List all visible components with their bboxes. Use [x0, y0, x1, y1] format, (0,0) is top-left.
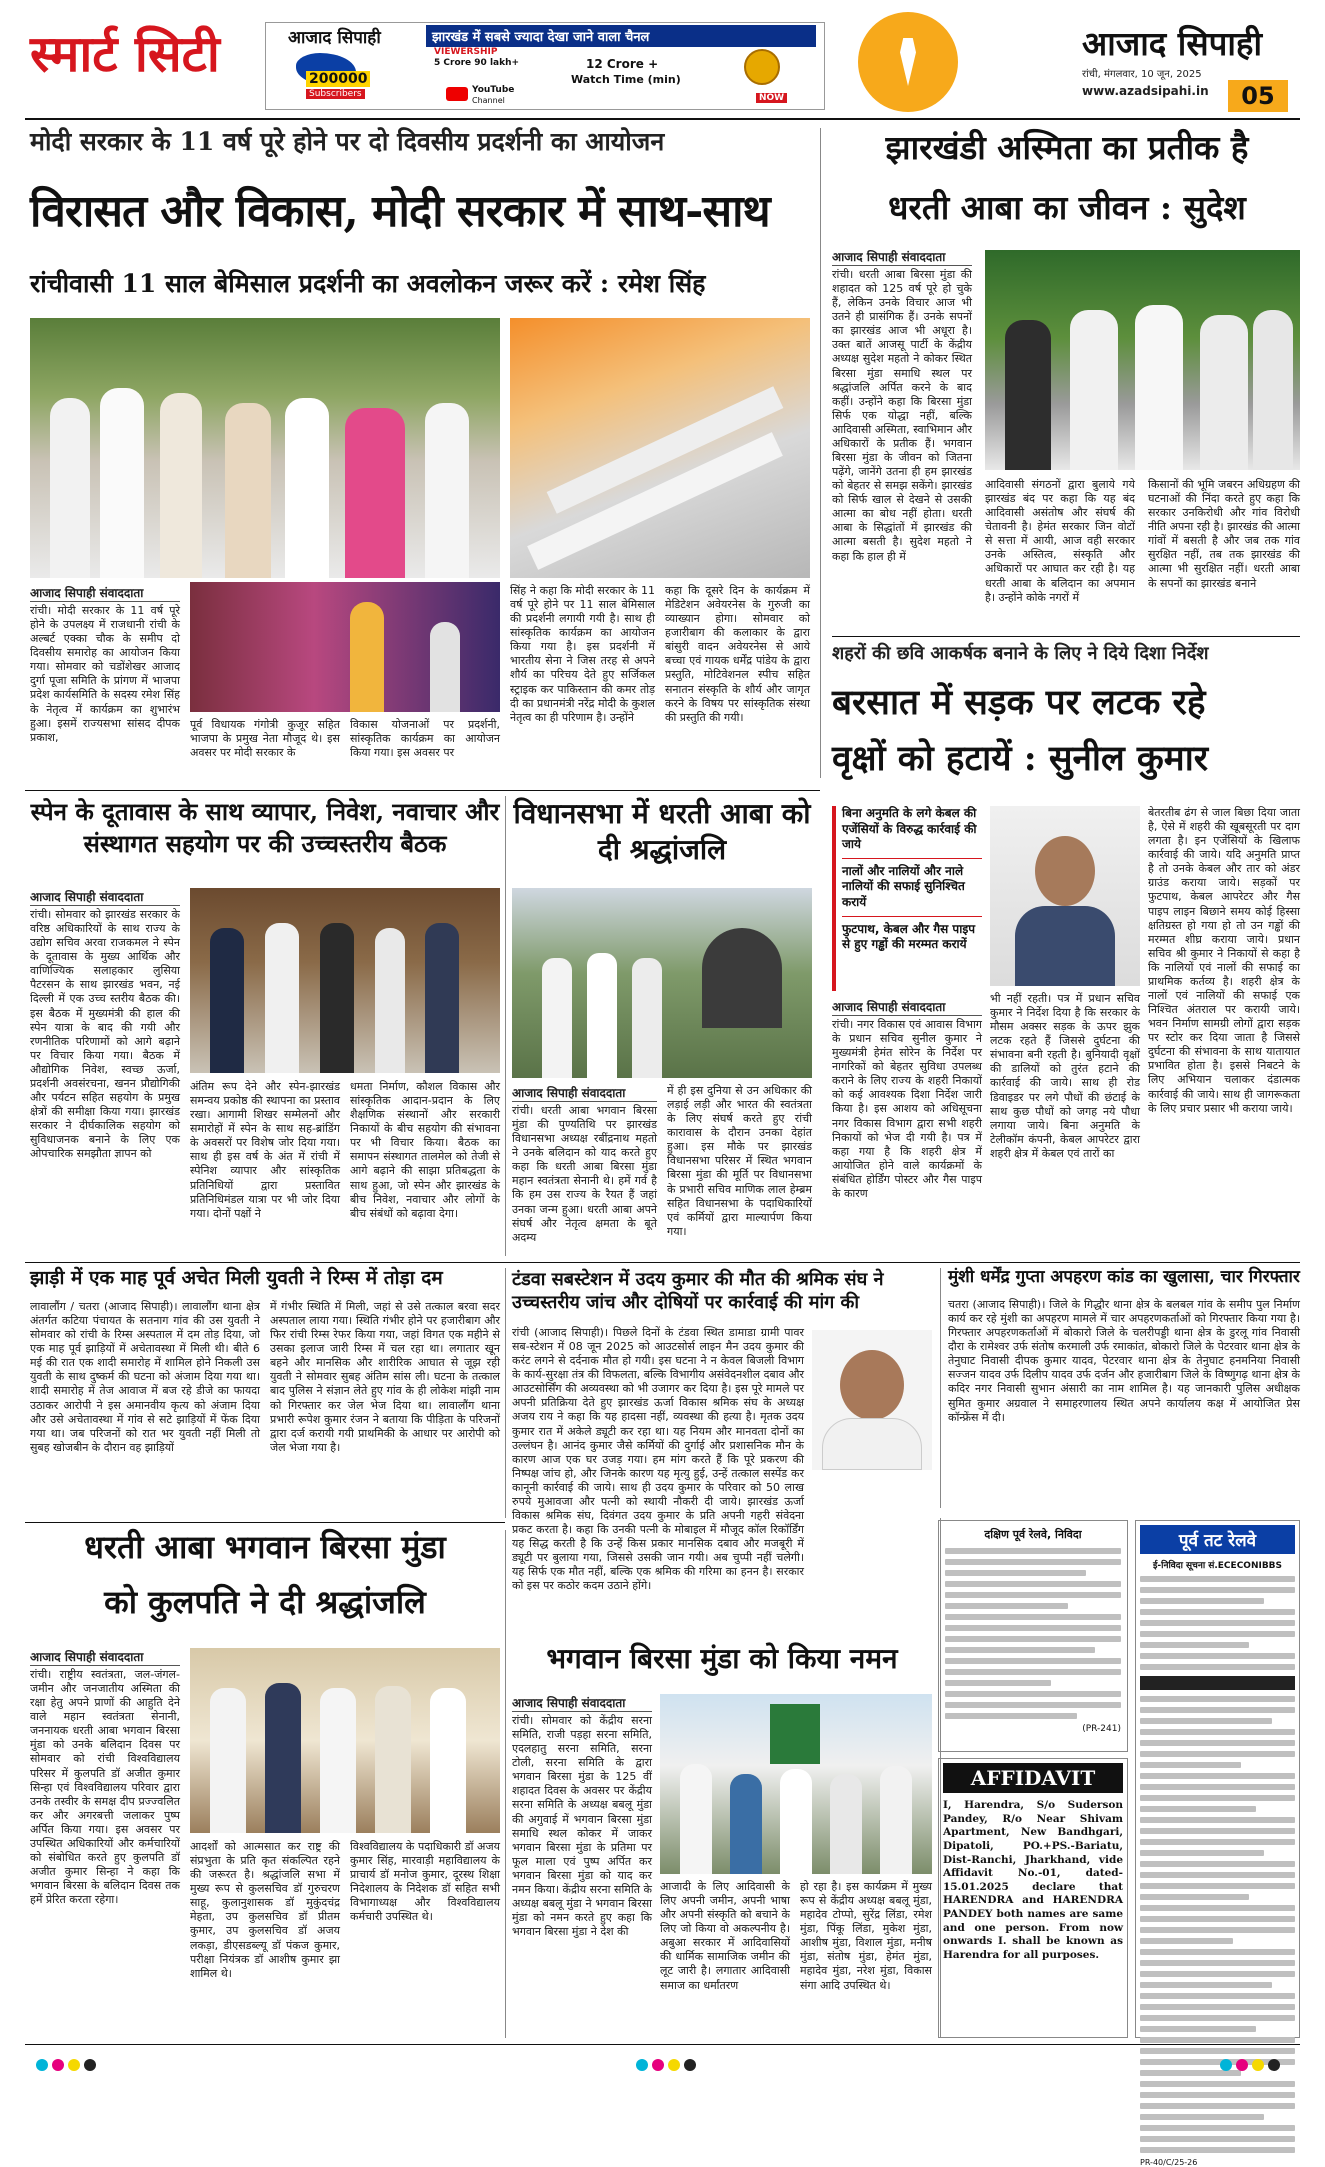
birsa-headline: भगवान बिरसा मुंडा को किया नमन	[546, 1642, 898, 1675]
birsa-col3: हो रहा है। इस कार्यक्रम में मुख्य रूप से केंद्रीय अध्यक्ष बबलू मुंडा, महादेव टोप्पो, सुरेंद्र लिंडा, रमेश मुंडा, पिंकू लिंडा, मुकेश मुंडा, आशीष मुंडा, विशाल मुंडा, मनीष मुंडा, संतोष मुंडा, हेमंत मुंडा, महादेव मुंडा, नरेश मुंडा, विकास संगा आदि उपस्थित थे।	[800, 1880, 932, 1992]
trees-col2: भी नहीं रहती। पत्र में प्रधान सचिव कुमार ने निर्देश दिया है कि सरकार के मौसम अक्सर सड़क के ऊपर झुक लटक रहते हैं जिससे दुर्घटना की संभावना बनी रहती है। बुनियादी वृक्षों की डालियों को तुरंत हटाने की कार्रवाई की जाये। साथ ही रोड डिवाइडर पर लगे पौधों की छंटाई के साथ कुछ पौधों को जगह नये पौधा लगाया जाये। बिना अनुमति के टेलीकॉम कंपनी, केबल आपरेटर द्वारा शहरी क्षेत्र में केबल एवं तारों का	[990, 992, 1140, 1160]
spain-col1: रांची। सोमवार को झारखंड सरकार के वरिष्ठ अधिकारियों के साथ राज्य के उद्योग सचिव अरवा राजकमल ने स्पेन के दूतावास के मुख्य आर्थिक और वाणिज्यिक सलाहकार लुसिया पैटरसन के साथ झारखंड भवन, नई दिल्ली में एक उच्च स्तरीय बैठक की। इस बैठक में मुख्यमंत्री की हाल की स्पेन यात्रा के बाद की गयी और रणनीतिक परिणामों को आगे बढ़ाने पर विचार किया गया। बैठक में औद्योगिक निवेश, स्वच्छ ऊर्जा, प्रदर्शनी अवसंरचना, खनन प्रौद्योगिकी और पर्यटन सहित सहयोग के प्रमुख क्षेत्रों की समीक्षा किया गया। झारखंड सरकार ने दीर्घकालिक सहयोग को सुविधाजनक बनाने के लिए एक ओपचारिक समझौता ज्ञापन को	[30, 908, 180, 1161]
vidhansabha-col1: रांची। धरती आबा भगवान बिरसा मुंडा की पुण्यतिथि पर झारखंड विधानसभा अध्यक्ष रबींद्रनाथ महतो ने उनके बलिदान को याद करते हुए कहा कि धरती आबा बिरसा मुंडा महान स्वतंत्रता सेनानी थे। हमें गर्व है कि हम उस राज्य के रैयत हैं जहां उनका जन्म हुआ। धरती आबा अपने संघर्ष और नेतृत्व क्षमता के बूते अदम्य	[512, 1104, 657, 1244]
vidhansabha-byline: आजाद सिपाही संवाददाता	[512, 1084, 657, 1102]
lead-byline: आजाद सिपाही संवाददाता	[30, 584, 180, 602]
vidhansabha-photo	[512, 888, 812, 1078]
sudesh-col1: रांची। धरती आबा बिरसा मुंडा की शहादत को 125 वर्ष पूरे हो चुके हैं, लेकिन उनके विचार आज भी उतने ही प्रासंगिक हैं। उनके सपनों का झारखंड आज भी अधूरा है। उक्त बातें आजसू पार्टी के केंद्रीय अध्यक्ष सुदेश महतो ने कोकर स्थित बिरसा मुंडा समाधि स्थल पर श्रद्धांजलि अर्पित करने के बाद कहीं। उन्होंने कहा कि बिरसा मुंडा सिर्फ एक योद्धा नहीं, बल्कि आदिवासी अस्मिता, स्वाभिमान और अधिकारों के प्रतीक हैं। भगवान बिरसा मुंडा के जीवन को जितना पढ़ेंगे, जानेंगे उतना ही हम झारखंड को बेहतर से समझ सकेंगे। झारखंड को सिर्फ खाल से देखने से उसकी आत्मा का बोध नहीं होता। धरती आबा के सिद्धांतों में झारखंड की आत्मा बसती है। सुदेश महतो ने कहा कि हाल ही में	[832, 268, 972, 563]
birsa-col2: आजादी के लिए आदिवासी के लिए अपनी जमीन, अपनी भाषा और अपनी संस्कृति को बचाने के लिए जो किया वो अकल्पनीय है। अबुआ सरकार में आदिवासियों की धार्मिक सामाजिक जमीन की लूट जारी है। लगातार आदिवासी समाज का धर्मांतरण	[660, 1880, 790, 1992]
trees-byline: आजाद सिपाही संवाददाता	[832, 998, 982, 1016]
website[interactable]: www.azadsipahi.in	[1082, 84, 1209, 98]
tandwa-photo	[812, 1330, 932, 1470]
affidavit-notice[interactable]	[938, 1758, 1128, 2038]
vc-col3: विश्वविद्यालय के पदाधिकारी डॉ अजय कुमार सिंह, मारवाड़ी महाविद्यालय के प्राचार्य डॉ मनोज कुमार, दूरस्थ शिक्षा निदेशालय के निदेशक डॉ सहित सभी विभागाध्यक्ष और विश्वविद्यालय कर्मचारी उपस्थित थे।	[350, 1840, 500, 1924]
ad-channel: Channel	[472, 96, 505, 105]
rims-headline: झाड़ी में एक माह पूर्व अचेत मिली युवती ने रिम्स में तोड़ा दम	[30, 1267, 443, 1289]
rims-col2: में गंभीर स्थिति में मिली, जहां से उसे तत्काल बरवा सदर अस्पताल लाया गया। स्थिति गंभीर होने पर हजारीबाग और फिर रांची रिम्स रेफर किया गया, जहां विगत एक महीने से उसका इलाज जारी रिम्स में चल रहा था। लगातार खून बहने और मानसिक और शारीरिक आघात से जूझ रही युवती ने सोमवार सुबह अंतिम सांस ली। घटना के तत्काल बाद पुलिस ने संज्ञान लेते हुए गांव के ही लोकेश मांझी नाम को गिरफ्तार कर जेल भेज दिया था। लावालौंग थाना प्रभारी रूपेश कुमार रंजन ने बताया कि पीड़िता के परिजनों द्वारा दर्ज करायी गयी प्राथमिकी के आधार पर आरोपी को जेल भेजा गया है।	[270, 1300, 500, 1454]
channel-ad[interactable]	[265, 22, 825, 110]
cyan-dot-icon	[636, 2059, 648, 2071]
lead-col4: सिंह ने कहा कि मोदी सरकार के 11 वर्ष पूरे होने पर 11 साल बेमिसाल की प्रदर्शनी लगायी गयी है। साथ ही सांस्कृतिक कार्यक्रम का आयोजन किया गया है। इस प्रदर्शनी में भारतीय सेना ने जिस तरह से अपने शौर्य का परिचय देते हुए सर्जिकल स्ट्राइक कर पाकिस्तान की कमर तोड़ दी का प्रधानमंत्री नरेंद्र मोदी के कुशल नेतृत्व का ही परिणाम है। उन्होंने	[510, 584, 655, 724]
ad-watch-time-label: Watch Time (min)	[571, 73, 681, 86]
vc-col2: आदर्शों को आत्मसात कर राष्ट्र की संप्रभुता के प्रति कृत संकल्पित रहने की जरूरत है। श्रद्धांजलि सभा में मुख्य रूप से कुलसचिव डॉ गुरुचरण साहू, कुलानुशासक डॉ मुकुंदचंद्र मेहता, उप कुलसचिव डॉ प्रीतम कुमार, उप कुलसचिव डॉ अजय लकड़ा, डीएसडब्ल्यू डॉ पंकज कुमार, परीक्षा नियंत्रक डॉ आशीष कुमार झा शामिल थे।	[190, 1840, 340, 1980]
cyan-dot-icon	[1220, 2059, 1232, 2071]
birsa-photo	[660, 1694, 932, 1874]
trees-highlights	[832, 806, 982, 991]
rims-col1: लावालौंग / चतरा (आजाद सिपाही)। लावालौंग थाना क्षेत्र अंतर्गत कटिया पंचायत के सतनाग गांव की उस युवती ने सोमवार को रांची के रिम्स अस्पताल में दम तोड़ दिया, जो एक माह पूर्व झाड़ियों में अचेतावस्था में मिली थी। बीते 6 मई की रात एक शादी समारोह में शामिल होने निकली उस युवती के साथ दुष्कर्म की घटना को अंजाम दिया गया था। शादी समारोह में तेज आवाज में बज रहे डीजे का फायदा उठाकर आरोपी ने इस अमानवीय कृत्य को अंजाम दिया और उसे अचेतावस्था में गांव से सटे झाड़ियों में फेंक दिया गया था। जब परिजनों को रात भर युवती नहीं मिली तो सुबह खोजबीन के दौरान वह झाड़ियों	[30, 1300, 260, 1454]
black-dot-icon	[84, 2059, 96, 2071]
trees-photo	[990, 806, 1140, 986]
lead-col3: विकास योजनाओं पर प्रदर्शनी, सांस्कृतिक कार्यक्रम का आयोजन किया गया। इस अवसर पर	[350, 718, 500, 760]
lead-photo-dance	[190, 582, 500, 712]
ad-subscribers-label: Subscribers	[306, 89, 365, 99]
tandwa-headline: टंडवा सबस्टेशन में उदय कुमार की मौत की श्रमिक संघ ने उच्चस्तरीय जांच और दोषियों पर कार्रवाई की मांग की	[512, 1269, 884, 1314]
trees-col1: रांची। नगर विकास एवं आवास विभाग के प्रधान सचिव सुनील कुमार ने मुख्यमंत्री हेमंत सोरेन के निर्देश पर नागरिकों को बेहतर सुविधा उपलब्ध कराने के लिए राज्य के शहरी निकायों को कई आवश्यक दिशा निर्देश जारी किया है। इस आशय को अधिसूचना नगर विकास विभाग द्वारा सभी शहरी निकायों को भेज दी गयी है। पत्र में कहा गया है कि शहरी क्षेत्र में आयोजित होने वाले कार्यक्रमों के संबंधित होर्डिंग पोस्टर और गैस पाइप के कारण	[832, 1018, 982, 1200]
vidhansabha-col2: में ही इस दुनिया से उन अधिकार की लड़ाई लड़ी और भारत की स्वतंत्रता के लिए संघर्ष करते हुए रांची कारावास के दौरान उनका देहांत हुआ। इस मौके पर झारखंड विधानसभा परिसर में स्थित भगवान बिरसा मुंडा की मूर्ति पर विधानसभा के प्रभारी सचिव माणिक लाल हेम्ब्रम सहित विधानसभा के पदाधिकारियों एवं कर्मियों द्वारा माल्यार्पण किया गया।	[667, 1084, 812, 1238]
ad-brand: आजाद सिपाही	[288, 28, 381, 48]
lead-col2: पूर्व विधायक गंगोत्री कुजूर सहित भाजपा के प्रमुख नेता मौजूद थे। इस अवसर पर मोदी सरकार के	[190, 718, 340, 760]
dateline: रांची, मंगलवार, 10 जून, 2025	[1082, 69, 1202, 80]
magenta-dot-icon	[52, 2059, 64, 2071]
registration-marks-center	[636, 2056, 700, 2075]
sudesh-col2: आदिवासी संगठनों द्वारा बुलाये गये झारखंड बंद पर कहा कि यह बंद आदिवासी असंतोष और संघर्ष की चेतावनी है। हेमंत सरकार जिन वोटों से सत्ता में आयी, आज वही सरकार उनके अस्तित्व, संस्कृति और अधिकारों पर आघात कर रही है। यह धरती आबा के बलिदान का अपमान है। उन्होंने कोके नगरों में	[985, 478, 1135, 604]
million-badge-icon	[744, 49, 780, 85]
railway-tender-footer: (PR-241)	[1082, 1724, 1121, 1734]
black-dot-icon	[684, 2059, 696, 2071]
sudesh-byline: आजाद सिपाही संवाददाता	[832, 248, 972, 266]
lead-photo-exhibition	[510, 318, 810, 578]
vidhansabha-headline: विधानसभा में धरती आबा को दी श्रद्धांजलि	[513, 797, 811, 867]
registration-marks-left	[36, 2056, 100, 2075]
black-dot-icon	[1268, 2059, 1280, 2071]
ad-youtube: YouTube	[472, 85, 515, 95]
spain-photo	[190, 888, 500, 1073]
lead-kicker: मोदी सरकार के 11 वर्ष पूरे होने पर दो दिवसीय प्रदर्शनी का आयोजन	[30, 127, 665, 156]
trees-highlight-2: नालों और नालियों और नाले नालियों की सफाई सुनिश्चित करायें	[842, 864, 982, 917]
logo-circle-icon	[858, 12, 958, 112]
affidavit-body: I, Harendra, S/o Suderson Pandey, R/o Near Shivam Apartment, New Bandhgari, Dipatoli, PO.+PS.-Bariatu, Dist-Ranchi, Jharkhand, vide Affidavit No.-01, dated-15.01.2025 declare that HARENDRA and HARENDRA PANDEY both names are same and one person. From now onwards I. shall be known as Harendra for all purposes.	[943, 1799, 1123, 1962]
sudesh-photo	[985, 250, 1300, 470]
magenta-dot-icon	[1236, 2059, 1248, 2071]
trees-headline-2: वृक्षों को हटायें : सुनील कुमार	[832, 738, 1209, 779]
east-coast-title: पूर्व तट रेलवे	[1140, 1525, 1295, 1554]
registration-marks-right	[1220, 2056, 1284, 2075]
lead-subhead: रांचीवासी 11 साल बेमिसाल प्रदर्शनी का अवलोकन जरूर करें : रमेश सिंह	[30, 269, 706, 298]
lead-col1: रांची। मोदी सरकार के 11 वर्ष पूरे होने के उपलक्ष्य में राजधानी रांची के अल्बर्ट एक्का चौक के समीप दो दिवसीय समारोह का आयोजन किया गया। सोमवार को चडोंशेखर आजाद दुर्गा पूजा समिति के प्रांगण में भाजपा प्रदेश कार्यसमिति के सदस्य रमेश सिंह के नेतृत्व में कार्यक्रम का शुभारंभ हुआ। इसमें राज्यसभा सांसद दीपक प्रकाश,	[30, 604, 180, 744]
spain-byline: आजाद सिपाही संवाददाता	[30, 888, 180, 906]
tandwa-body: रांची (आजाद सिपाही)। पिछले दिनों के टंडवा स्थित डामाडा ग्रामी पावर सब-स्टेशन में 08 जून 2025 को आउटसोर्स लाइन मैन उदय कुमार की करंट लगने से दर्दनाक मौत हो गयी। इस घटना ने न केवल बिजली विभाग के कार्य-सुरक्षा तंत्र की विफलता, बल्कि विभागीय असंवेदनशील दबाव और आउटसोर्सिंग की अव्यवस्था को भी उजागर कर दिया है। इस पूरे मामले पर अपनी प्रतिक्रिया देते हुए झारखंड ऊर्जा विकास श्रमिक संघ के अध्यक्ष अजय राय ने कहा कि यह हादसा नहीं, व्यवस्था की हत्या है। मृतक उदय कुमार रात में अकेले ड्यूटी कर रहा था। यह नियम और मानवता दोनों का उल्लंघन है। आनंद कुमार जैसे कर्मियों की दुर्गाई और प्रशासनिक मौन के कारण आज एक घर उजड़ गया। हम मांग करते हैं कि पूरे प्रकरण की निष्पक्ष जांच हो, और जिनके कारण यह मृत्यु हुई, उन्हें तत्काल सस्पेंड कर कानूनी कार्रवाई की जाये। साथ ही उदय कुमार के परिवार को 50 लाख रुपये मुआवजा और पत्नी को स्थायी नौकरी दी जाये। झारखंड ऊर्जा विकास श्रमिक संघ, दिवंगत उदय कुमार के प्रति अपनी गहरी संवेदना प्रकट करता है। कहा कि उनकी पत्नी के मोबाइल में मौजूद कॉल रिकॉर्डिंग यह सिद्ध करती है कि उन्हें किस प्रकार मानसिक दबाव और मजबूरी में ड्यूटी पर बुलाया गया, जिससे उसकी जान गयी। अब चुप्पी नहीं चलेगी। यह सिर्फ एक मौत नहीं, बल्कि एक श्रमिक की गरिमा का हनन है। सरकार को इस पर कठोर कदम उठाने होंगे।	[512, 1326, 804, 1593]
ad-tagline: झारखंड में सबसे ज्यादा देखा जाने वाला चैनल	[426, 25, 816, 47]
lead-headline: विरासत और विकास, मोदी सरकार में साथ-साथ	[30, 186, 770, 237]
east-coast-tender-notice[interactable]	[1135, 1520, 1300, 2167]
spain-col3: धमता निर्माण, कौशल विकास और सांस्कृतिक आदान-प्रदान के लिए शैक्षणिक संस्थानों और सरकारी निकायों के बीच सहयोग की संभावना पर भी विचार किया। बैठक का समापन संस्थागत तालमेल को तेजी से आगे बढ़ाने की साझा प्रतिबद्धता के साथ हुआ, जो स्पेन और झारखंड के बीच निवेश, नवाचार और लोगों के बीच संबंधों को बढ़ावा देगा।	[350, 1080, 500, 1220]
kidnap-headline: मुंशी धर्मेंद्र गुप्ता अपहरण कांड का खुलासा, चार गिरफ्तार	[948, 1267, 1300, 1287]
yellow-dot-icon	[1252, 2059, 1264, 2071]
ad-subscribers: 200000	[306, 71, 370, 87]
sudesh-headline-2: धरती आबा का जीवन : सुदेश	[888, 188, 1246, 227]
section-title: स्मार्ट सिटी	[30, 24, 220, 83]
magenta-dot-icon	[652, 2059, 664, 2071]
spain-col2: अंतिम रूप देने और स्पेन-झारखंड समन्वय प्रकोष्ठ की स्थापना का प्रस्ताव रखा। आगामी शिखर सम्मेलनों और समारोहों में स्पेन के साथ सह-ब्रांडिंग के अवसरों पर विशेष जोर दिया गया। साथ ही इस वर्ष के अंत में रांची में स्पेनिश व्यापार और सांस्कृतिक प्रतिनिधियों द्वारा प्रस्तावित प्रतिनिधिमंडल यात्रा पर भी जोर दिया गया। दोनों पक्षों ने	[190, 1080, 340, 1220]
ad-now: NOW	[756, 93, 787, 103]
masthead	[0, 0, 1325, 110]
affidavit-title: AFFIDAVIT	[943, 1763, 1123, 1793]
railway-tender-notice[interactable]	[938, 1520, 1128, 1752]
youtube-icon	[446, 87, 468, 101]
sudesh-col3: किसानों की भूमि जबरन अधिग्रहण की घटनाओं की निंदा करते हुए कहा कि सरकार उनकिरोधी और गांव विरोधी नीति अपना रही है। झारखंड की आत्मा गांवों में बसती है और जब तक गांव सुरक्षित नहीं, तब तक झारखंड की आत्मा भी सुरक्षित नहीं। धरती आबा के सपनों का झारखंड बनाने	[1148, 478, 1300, 590]
page-number: 05	[1228, 80, 1288, 112]
sudesh-headline-1: झारखंडी अस्मिता का प्रतीक है	[885, 128, 1249, 167]
birsa-byline: आजाद सिपाही संवाददाता	[512, 1694, 652, 1712]
vc-photo	[190, 1648, 500, 1833]
kidnap-body: चतरा (आजाद सिपाही)। जिले के गिद्धौर थाना क्षेत्र के बलबल गांव के समीप पुल निर्माण कार्य कर रहे मुंशी का अपहरण मामले में चार अपहरणकर्ताओं को गिरफ्तार किया गया है। गिरफ्तार अपहरणकर्ताओं में बोकारो जिले के चलरीपड्डी थाना क्षेत्र के डुरलू गांव निवासी दौरा के रामेश्वर उर्फ संतोष करमाली उर्फ रमाकांत, बोकारो जिले के पेटरवार थाना क्षेत्र के तेनुघाट निवासी दीपक कुमार यादव, पेटरवार थाना क्षेत्र के तेनुघाट हनमनिया निवासी सज्जन यादव उर्फ दिलीप यादव उर्फ दर्जन और हजारीबाग जिले के विष्णुगढ़ थाना क्षेत्र के कदिर नगर निवासी सुभान अंसारी का नाम शामिल है। यह जानकारी पुलिस अधीक्षक सुमित कुमार अग्रवाल ने समाहरणालय स्थित अपने कार्यालय कक्ष में आयोजित प्रेस कॉन्फ्रेंस में दी।	[948, 1298, 1300, 1424]
yellow-dot-icon	[68, 2059, 80, 2071]
birsa-col1: रांची। सोमवार को केंद्रीय सरना समिति, राजी पड़हा सरना समिति, एदलहातु सरना समिति, सरना टोली, सरना समिति के द्वारा भगवान बिरसा मुंडा के 125 वीं शहादत दिवस के अवसर पर केंद्रीय सरना समिति के अध्यक्ष बबलू मुंडा की अगुवाई में भगवान बिरसा मुंडा समाधि स्थल कोकर में जाकर भगवान बिरसा मुंडा के प्रतिमा पर फूल माला एवं पुष्प अर्पित कर भगवान बिरसा मुंडा को याद कर नमन किया। केंद्रीय सरना समिति के अध्यक्ष बबलू मुंडा ने भगवान बिरसा मुंडा को नमन करते हुए कहा कि भगवान बिरसा मुंडा ने देश की	[512, 1714, 652, 1939]
trees-highlight-1: बिना अनुमति के लगे केबल की एजेंसियों के विरुद्ध कार्रवाई की जाये	[842, 806, 982, 859]
trees-col3: बेतरतीब ढंग से जाल बिछा दिया जाता है, ऐसे में शहरी की खूबसूरती पर दाग लगता है। इन एजेंसियों के खिलाफ कार्रवाई की जाये। यदि अनुमति प्राप्त है तो उनके केबल और तार को अंडर ग्राउंड कराया जाये। सड़कों पर फुटपाथ, केबल आपरेटर और गैस पाइप लाइन बिछाने समय कोई हिस्सा क्षतिग्रस्त हो गया हो तो उन गड्ढों की मरम्मत शीघ्र कराया जाये। प्रधान सचिव श्री कुमार ने निकायों से कहा है कि नालियों एवं नालों की सफाई का प्राथमिक कर्तव्य है। शहरी क्षेत्र के नालों एवं नालियों की सफाई एक निश्चित अंतराल पर करायी जाये। भवन निर्माण सामग्री लोगों द्वारा सड़क पर स्टोर कर दिया जाता है जिससे दुर्घटना की संभावना के साथ यातायात प्रभावित होता है। इससे निबटने के लिए अभियान चलाकर दंडात्मक कार्रवाई की जाये। साथ ही जागरूकता के लिए प्रचार प्रसार भी कराया जाये।	[1148, 806, 1300, 1115]
ad-watch-time: 12 Crore +	[586, 57, 659, 71]
paper-name: आजाद सिपाही	[1082, 24, 1262, 63]
vc-headline-2: को कुलपति ने दी श्रद्धांजलि	[104, 1583, 426, 1621]
lead-photo-leaders	[30, 318, 500, 578]
east-coast-subtitle: ई-निविदा सूचना सं.ECECONIBBS	[1152, 1561, 1283, 1571]
ad-viewership-value: 5 Crore 90 lakh+	[434, 58, 520, 68]
vc-byline: आजाद सिपाही संवाददाता	[30, 1648, 180, 1666]
vc-col1: रांची। राष्ट्रीय स्वतंत्रता, जल-जंगल-जमीन और जनजातीय अस्मिता की रक्षा हेतु अपने प्राणों की आहुति देने वाले महान स्वतंत्रता सेनानी, जननायक धरती आबा भगवान बिरसा मुंडा को उनके बलिदान दिवस पर सोमवार को रांची विश्वविद्यालय परिसर में कुलपति डॉ अजीत कुमार सिन्हा एवं विश्वविद्यालय परिवार द्वारा उनके तस्वीर के समक्ष दीप प्रज्ज्वलित कर और अगरबत्ती जलाकर पुष्प अर्पित किया गया। इस अवसर पर उपस्थित अधिकारियों और कर्मचारियों को संबोधित करते हुए कुलपति डॉ अजीत कुमार सिन्हा ने कहा कि भगवान बिरसा के बलिदान दिवस तक हमें प्रेरित करता रहेगा।	[30, 1668, 180, 1907]
vc-headline-1: धरती आबा भगवान बिरसा मुंडा	[84, 1528, 446, 1566]
lead-col5: कहा कि दूसरे दिन के कार्यक्रम में मेडिटेशन अवेयरनेस के गुरुजी का व्याख्यान होगा। सोमवार को हजारीबाग की कलाकार के द्वारा बांसुरी वादन अवेयरनेस से आये बच्चा एवं गायक धर्मेंद्र पांडेय के द्वारा प्रस्तुति, मोटिवेशनल स्पीच सहित सनातन संस्कृति के शौर्य और जागृत करने के विषय पर सांस्कृतिक संस्था की प्रस्तुति की गयी।	[665, 584, 810, 724]
trees-headline-1: बरसात में सड़क पर लटक रहे	[832, 682, 1206, 723]
trees-kicker: शहरों की छवि आकर्षक बनाने के लिए ने दिये दिशा निर्देश	[832, 643, 1209, 664]
pen-nib-icon	[900, 38, 916, 86]
railway-tender-title: दक्षिण पूर्व रेलवे, निविदा	[984, 1528, 1082, 1541]
ad-viewership: VIEWERSHIP	[434, 47, 498, 57]
cyan-dot-icon	[36, 2059, 48, 2071]
spain-headline: स्पेन के दूतावास के साथ व्यापार, निवेश, नवाचार और संस्थागत सहयोग पर की उच्चस्तरीय बैठक	[30, 797, 500, 859]
yellow-dot-icon	[668, 2059, 680, 2071]
east-coast-footer: PR-40/C/25-26	[1140, 2158, 1198, 2167]
trees-highlight-3: फुटपाथ, केबल और गैस पाइप से हुए गड्ढों की मरम्मत करायें	[842, 921, 976, 952]
